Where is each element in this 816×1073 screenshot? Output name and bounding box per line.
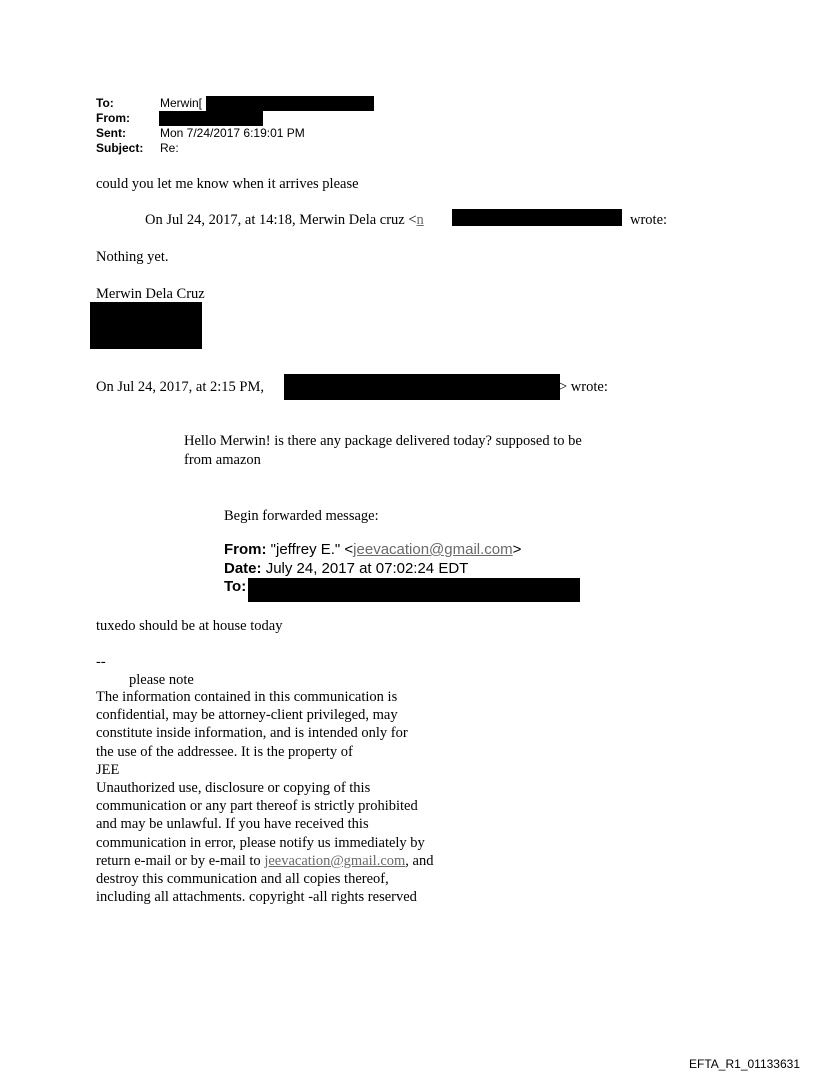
begin-forwarded: Begin forwarded message: [224, 508, 379, 524]
redaction-box [90, 302, 202, 349]
fwd-from-name: "jeffrey E." < [270, 541, 354, 558]
tuxedo-line: tuxedo should be at house today [96, 618, 283, 634]
disclaimer-line-suffix: , and [405, 852, 434, 869]
quote1-email-link[interactable]: n [416, 212, 424, 228]
disclaimer-line: JEE [96, 761, 120, 778]
fwd-date-line [224, 560, 468, 577]
disclaimer-line: The information contained in this communication is [96, 689, 398, 705]
sent-label: Sent: [96, 126, 126, 140]
quote1-suffix: wrote: [630, 212, 668, 228]
redaction-box [452, 209, 622, 226]
reply-line: could you let me know when it arrives please [96, 176, 359, 192]
sent-value: Mon 7/24/2017 6:19:01 PM [160, 126, 305, 140]
quote2-prefix: On Jul 24, 2017, at 2:15 PM, [96, 379, 264, 395]
redaction-box [159, 111, 263, 126]
disclaimer-line: communication or any part thereof is strictly prohibited [96, 798, 418, 815]
disclaimer-line-prefix: return e-mail or by e-mail to [96, 852, 265, 869]
nothing-yet: Nothing yet. [96, 249, 169, 265]
confidentiality-disclaimer [96, 688, 496, 906]
redaction-box [248, 578, 580, 602]
fwd-from-close: > [512, 541, 522, 558]
signature-name: Merwin Dela Cruz [96, 286, 205, 302]
fwd-to-label: To: [224, 578, 247, 595]
fwd-date-value: July 24, 2017 at 07:02:24 EDT [265, 560, 469, 577]
to-label: To: [96, 96, 114, 110]
disclaimer-line: the use of the addressee. It is the property of [96, 743, 353, 760]
fwd-from-label: From: [224, 541, 267, 558]
disclaimer-line: constitute inside information, and is intended only for [96, 725, 408, 742]
to-value: Merwin[ [160, 96, 203, 110]
from-label: From: [96, 111, 130, 125]
disclaimer-line: Unauthorized use, disclosure or copying of this [96, 780, 371, 797]
redaction-box [284, 374, 560, 400]
subject-label: Subject: [96, 141, 144, 155]
disclaimer-line: confidential, may be attorney-client privileged, may [96, 707, 398, 724]
fwd-date-label: Date: [224, 560, 262, 577]
disclaimer-line: including all attachments. copyright -all rights reserved [96, 889, 417, 906]
disclaimer-line: communication in error, please notify us immediately by [96, 834, 425, 851]
fwd-from-email-link[interactable]: jeevacation@gmail.com [353, 541, 513, 558]
disclaimer-line [96, 852, 496, 870]
quote2-suffix: > wrote: [559, 379, 608, 395]
disclaimer-email-link[interactable]: jeevacation@gmail.com [264, 852, 406, 869]
redaction-box [206, 96, 374, 111]
hello-line-1: Hello Merwin! is there any package delivered today? supposed to be [184, 433, 582, 449]
disclaimer-line: destroy this communication and all copies thereof, [96, 871, 389, 888]
fwd-from-line [224, 541, 521, 558]
quote-header-1 [145, 211, 424, 229]
hello-line-2: from amazon [184, 452, 261, 468]
please-note: please note [129, 672, 194, 688]
quote1-prefix: On Jul 24, 2017, at 14:18, Merwin Dela cruz < [145, 212, 417, 228]
fwd-to-line [224, 578, 246, 595]
disclaimer-line: and may be unlawful. If you have received this [96, 816, 369, 833]
signature-separator: -- [96, 654, 106, 670]
document-id: EFTA_R1_01133631 [689, 1057, 800, 1071]
subject-value: Re: [160, 141, 179, 155]
